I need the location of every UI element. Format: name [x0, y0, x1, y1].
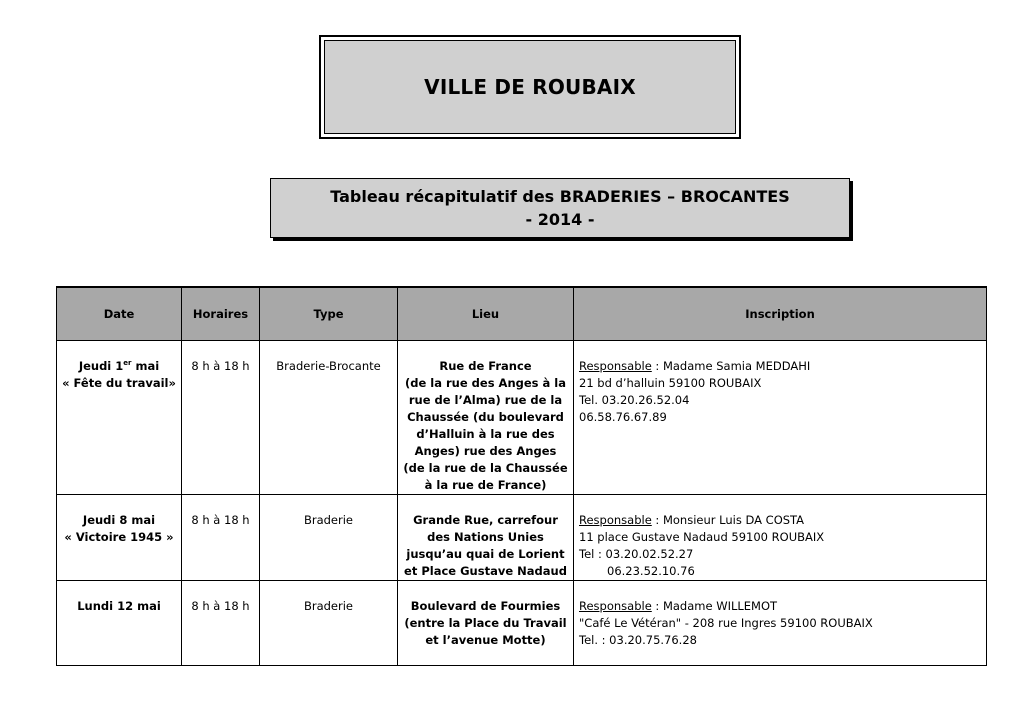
cell-lieu: [398, 341, 574, 495]
address: 11 place Gustave Nadaud 59100 ROUBAIX: [579, 530, 825, 544]
table-row: [57, 495, 987, 581]
lieu-detail: Grande Rue, carrefour des Nations Unies jusqu’au quai de Lorient et Place Gustave Nadaud: [404, 513, 567, 578]
cell-inscription: [574, 581, 987, 666]
cell-lieu: [398, 495, 574, 581]
phone-secondary: 06.23.52.10.76: [607, 564, 695, 578]
phone-secondary: 06.58.76.67.89: [579, 410, 667, 424]
address: "Café Le Vétéran" - 208 rue Ingres 59100 ROUBAIX: [579, 616, 873, 630]
braderies-table: [56, 286, 987, 666]
cell-date: [57, 341, 182, 495]
cell-date: [57, 495, 182, 581]
date-line: Jeudi 8 mai: [82, 513, 156, 527]
cell-horaires: 8 h à 18 h: [182, 581, 260, 666]
cell-inscription: [574, 495, 987, 581]
responsable-label: Responsable: [579, 599, 652, 613]
responsable-name: : Monsieur Luis DA COSTA: [651, 513, 805, 527]
title-frame: [319, 35, 741, 139]
page-title: VILLE DE ROUBAIX: [324, 40, 736, 134]
date-line: [62, 358, 176, 375]
date-month: mai: [131, 359, 160, 373]
event-name: « Victoire 1945 »: [64, 530, 174, 544]
date-day: Jeudi 1: [78, 359, 124, 373]
date-ordinal: er: [123, 359, 132, 367]
responsable-line: [579, 512, 981, 529]
cell-inscription: [574, 341, 987, 495]
responsable-label: Responsable: [579, 513, 652, 527]
table-header-row: [57, 287, 987, 341]
cell-horaires: 8 h à 18 h: [182, 341, 260, 495]
cell-lieu: [398, 581, 574, 666]
cell-horaires: 8 h à 18 h: [182, 495, 260, 581]
column-header-inscription: Inscription: [574, 287, 987, 341]
column-header-horaires: Horaires: [182, 287, 260, 341]
phone: Tel : 03.20.02.52.27: [579, 547, 694, 561]
lieu-title: Rue de France: [439, 359, 532, 373]
subtitle-line2: - 2014 -: [525, 210, 595, 229]
subtitle-line1: Tableau récapitulatif des BRADERIES – BROCANTES: [330, 187, 790, 206]
date-line: Lundi 12 mai: [77, 599, 161, 613]
responsable-line: [579, 598, 981, 615]
cell-date: [57, 581, 182, 666]
responsable-line: [579, 358, 981, 375]
table-row: [57, 341, 987, 495]
column-header-type: Type: [260, 287, 398, 341]
table-row: [57, 581, 987, 666]
address: 21 bd d’halluin 59100 ROUBAIX: [579, 376, 762, 390]
phone: Tel. 03.20.26.52.04: [579, 393, 690, 407]
cell-type: Braderie: [260, 581, 398, 666]
lieu-detail: Boulevard de Fourmies (entre la Place du Travail et l’avenue Motte): [404, 599, 567, 647]
lieu-detail: (de la rue des Anges à la rue de l’Alma) rue de la Chaussée (du boulevard d’Halluin à la rue des Anges) rue des Anges (de la rue de la Chaussée à la rue de France): [403, 376, 568, 492]
subtitle-box: [270, 178, 850, 238]
cell-type: Braderie: [260, 495, 398, 581]
column-header-lieu: Lieu: [398, 287, 574, 341]
event-name: « Fête du travail»: [62, 376, 176, 390]
responsable-name: : Madame Samia MEDDAHI: [651, 359, 811, 373]
column-header-date: Date: [57, 287, 182, 341]
responsable-name: : Madame WILLEMOT: [651, 599, 778, 613]
cell-type: Braderie-Brocante: [260, 341, 398, 495]
phone: Tel. : 03.20.75.76.28: [579, 633, 697, 647]
responsable-label: Responsable: [579, 359, 652, 373]
